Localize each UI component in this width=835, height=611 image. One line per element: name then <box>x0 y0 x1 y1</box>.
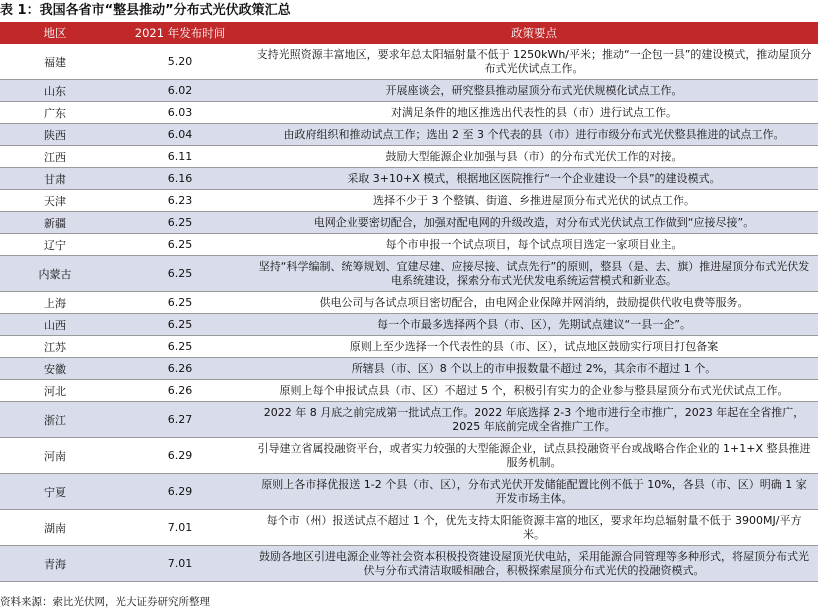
cell-date: 6.25 <box>167 267 193 280</box>
cell-date: 6.25 <box>167 238 193 251</box>
table-row <box>0 546 818 582</box>
cell-policy: 电网企业要密切配合，加强对配电网的升级改造，对分布式光伏试点工作做到“应接尽接”。 <box>313 215 755 229</box>
cell-date: 6.03 <box>167 106 193 119</box>
table-title: 表 1：我国各省市“整县推动”分布式光伏政策汇总 <box>0 3 291 18</box>
cell-region: 内蒙古 <box>38 267 72 281</box>
cell-policy: 鼓励大型能源企业加强与县（市）的分布式光伏工作的对接。 <box>385 149 683 163</box>
cell-region: 河北 <box>44 384 66 398</box>
table-row <box>0 438 818 474</box>
cell-region: 浙江 <box>44 413 66 427</box>
cell-policy: 开展座谈会，研究整县推动屋顶分布式光伏规模化试点工作。 <box>385 83 683 97</box>
cell-region: 安徽 <box>44 362 66 376</box>
table-row <box>0 358 818 380</box>
cell-policy: 引导建立省属投融资平台，或者实力较强的大型能源企业，试点县投融资平台或战略合作企业的 1+1+X 整县推进服务机制。 <box>257 441 811 469</box>
cell-date: 6.04 <box>167 128 193 141</box>
cell-date: 6.25 <box>167 318 193 331</box>
table-row <box>0 292 818 314</box>
cell-date: 6.29 <box>167 485 193 498</box>
table-row <box>0 44 818 80</box>
table-row <box>0 146 818 168</box>
cell-policy: 每个市（州）报送试点不超过 1 个，优先支持太阳能资源丰富的地区，要求年均总辐射量不低于 3900MJ/平方米。 <box>266 513 802 541</box>
cell-date: 6.16 <box>167 172 193 185</box>
cell-region: 新疆 <box>44 216 66 230</box>
cell-date: 6.26 <box>167 384 193 397</box>
cell-region: 广东 <box>44 106 66 120</box>
table-body <box>0 44 818 582</box>
table-row <box>0 314 818 336</box>
cell-date: 7.01 <box>167 557 193 570</box>
cell-policy: 鼓励各地区引进电源企业等社会资本积极投资建设屋顶光伏电站，采用能源合同管理等多种形式，将屋顶分布式光伏与分布式清洁取暖相融合，积极探索屋顶分布式光伏的投融资模式。 <box>259 549 809 577</box>
cell-policy: 每一个市最多选择两个县（市、区），先期试点建议“一县一企”。 <box>377 317 691 331</box>
cell-policy: 2022 年 8 月底之前完成第一批试点工作。2022 年底选择 2-3 个地市进行全市推广，2023 年起在全省推广，2025 年底前完成全省推广工作。 <box>263 405 805 433</box>
table-row <box>0 124 818 146</box>
cell-date: 6.25 <box>167 216 193 229</box>
cell-region: 福建 <box>44 55 66 69</box>
cell-region: 江西 <box>44 150 66 164</box>
cell-policy: 原则上每个申报试点县（市、区）不超过 5 个，积极引有实力的企业参与整县屋顶分布式光伏试点工作。 <box>279 383 789 397</box>
cell-date: 6.02 <box>167 84 193 97</box>
cell-date: 6.11 <box>167 150 193 163</box>
table-row <box>0 234 818 256</box>
table-row <box>0 80 818 102</box>
table-row <box>0 190 818 212</box>
cell-region: 江苏 <box>44 340 66 354</box>
table-row <box>0 256 818 292</box>
cell-date: 6.25 <box>167 296 193 309</box>
source-note: 资料来源：索比光伏网，光大证券研究所整理 <box>0 596 210 608</box>
cell-region: 山西 <box>44 318 66 332</box>
cell-policy: 采取 3+10+X 模式，根据地区医院推行“一个企业建设一个县”的建设模式。 <box>347 171 721 185</box>
table-row <box>0 102 818 124</box>
cell-date: 6.23 <box>167 194 193 207</box>
cell-policy: 坚持“科学编制、统筹规划、宜建尽建、应接尽接、试点先行”的原则，整县（是、去、旗）推进屋顶分布式光伏发电系统建设，探索分布式光伏发电系统运营模式和新业态。 <box>258 259 810 287</box>
table-row <box>0 380 818 402</box>
cell-date: 7.01 <box>167 521 193 534</box>
cell-policy: 每个市申报一个试点项目，每个试点项目选定一家项目业主。 <box>385 237 683 251</box>
cell-region: 湖南 <box>44 521 66 535</box>
cell-date: 5.20 <box>167 55 193 68</box>
header-date: 2021 年发布时间 <box>134 26 226 40</box>
table-header <box>0 22 818 44</box>
cell-region: 宁夏 <box>44 485 66 499</box>
table-row <box>0 212 818 234</box>
cell-policy: 由政府组织和推动试点工作；选出 2 至 3 个代表的县（市）进行市级分布式光伏整县推进的试点工作。 <box>283 127 785 141</box>
cell-region: 甘肃 <box>44 172 66 186</box>
table-row <box>0 336 818 358</box>
table-row <box>0 402 818 438</box>
cell-date: 6.26 <box>167 362 193 375</box>
policy-table <box>0 22 818 582</box>
header-policy: 政策要点 <box>511 26 557 40</box>
cell-policy: 原则上至少选择一个代表性的县（市、区），试点地区鼓励实行项目打包备案 <box>349 339 719 353</box>
cell-region: 山东 <box>44 84 66 98</box>
cell-policy: 原则上各市择优报送 1-2 个县（市、区），分布式光伏开发储能配置比例不低于 10%，各县（市、区）明确 1 家开发市场主体。 <box>261 477 807 505</box>
cell-region: 辽宁 <box>44 238 66 252</box>
cell-policy: 选择不少于 3 个整镇、街道、乡推进屋顶分布式光伏的试点工作。 <box>373 193 695 207</box>
cell-policy: 对满足条件的地区推选出代表性的县（市）进行试点工作。 <box>391 105 677 119</box>
cell-region: 青海 <box>44 557 66 571</box>
cell-region: 天津 <box>44 194 66 208</box>
table-row <box>0 510 818 546</box>
table-row <box>0 168 818 190</box>
header-region: 地区 <box>43 26 67 40</box>
cell-policy: 支持光照资源丰富地区，要求年总太阳辐射量不低于 1250kWh/平米；推动“一企包一县”的建设模式，推动屋顶分布式光伏试点工作。 <box>256 47 812 75</box>
cell-policy: 所辖县（市、区）8 个以上的市申报数量不超过 2%，其余市不超过 1 个。 <box>351 361 717 375</box>
table-row <box>0 474 818 510</box>
cell-region: 河南 <box>44 449 66 463</box>
cell-date: 6.29 <box>167 449 193 462</box>
cell-date: 6.27 <box>167 413 193 426</box>
cell-region: 上海 <box>44 296 66 310</box>
cell-policy: 供电公司与各试点项目密切配合，由电网企业保障并网消纳，鼓励提供代收电费等服务。 <box>319 295 749 309</box>
cell-date: 6.25 <box>167 340 193 353</box>
cell-region: 陕西 <box>44 128 66 142</box>
